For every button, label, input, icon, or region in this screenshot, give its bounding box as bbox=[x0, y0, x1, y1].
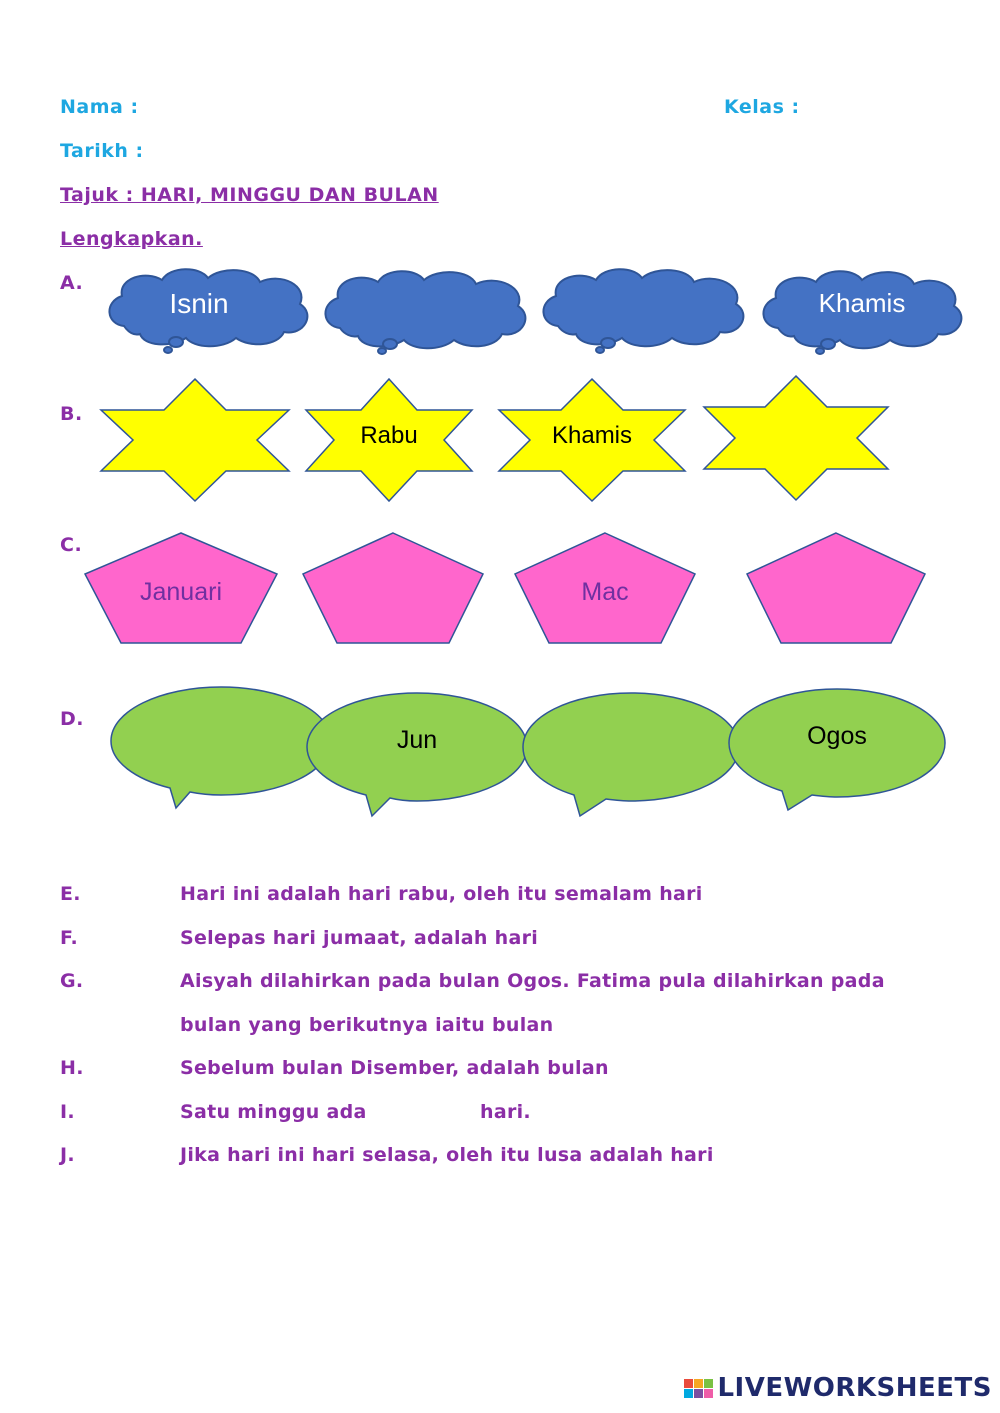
nama-label: Nama : bbox=[60, 96, 139, 118]
brand-name: LIVEWORKSHEETS bbox=[717, 1373, 992, 1403]
question-text-i-after: hari. bbox=[480, 1101, 531, 1123]
star-text-2: Rabu bbox=[360, 422, 418, 449]
cloud-icon bbox=[538, 268, 748, 354]
question-label-e: E. bbox=[60, 883, 81, 905]
question-text-i: Satu minggu ada bbox=[180, 1101, 367, 1123]
star-shape-4[interactable] bbox=[703, 375, 889, 501]
star-shape-3[interactable] bbox=[498, 378, 686, 502]
star-shape-2[interactable] bbox=[305, 378, 473, 502]
pentagon-text-1: Januari bbox=[140, 578, 222, 606]
cloud-text-1: Isnin bbox=[169, 288, 229, 319]
speech-bubble-2[interactable] bbox=[306, 692, 528, 818]
question-label-h: H. bbox=[60, 1057, 84, 1079]
speech-bubble-icon bbox=[522, 692, 740, 818]
question-text-j: Jika hari ini hari selasa, oleh itu lusa adalah hari bbox=[180, 1144, 714, 1166]
question-label-j: J. bbox=[60, 1144, 75, 1166]
pentagon-icon bbox=[302, 532, 484, 644]
cloud-text-4: Khamis bbox=[818, 288, 906, 318]
cloud-shape-3[interactable] bbox=[538, 268, 748, 354]
question-text-h: Sebelum bulan Disember, adalah bulan bbox=[180, 1057, 609, 1079]
section-label-d: D. bbox=[60, 708, 84, 730]
section-label-c: C. bbox=[60, 534, 83, 556]
question-label-i: I. bbox=[60, 1101, 75, 1123]
pentagon-icon bbox=[746, 532, 926, 644]
star-shape-1[interactable] bbox=[100, 378, 290, 502]
cloud-shape-1[interactable] bbox=[104, 266, 312, 354]
speech-bubble-icon bbox=[306, 692, 528, 818]
question-text-g-line2: bulan yang berikutnya iaitu bulan bbox=[180, 1014, 554, 1036]
question-text-e: Hari ini adalah hari rabu, oleh itu semalam hari bbox=[180, 883, 703, 905]
speech-bubble-icon bbox=[110, 686, 332, 810]
star-icon bbox=[703, 375, 889, 501]
question-text-f: Selepas hari jumaat, adalah hari bbox=[180, 927, 539, 949]
instruction: Lengkapkan. bbox=[60, 228, 203, 250]
kelas-label: Kelas : bbox=[724, 96, 800, 118]
star-text-3: Khamis bbox=[551, 422, 633, 449]
pentagon-shape-3[interactable] bbox=[514, 532, 696, 644]
tarikh-label: Tarikh : bbox=[60, 140, 144, 162]
page-title: Tajuk : HARI, MINGGU DAN BULAN bbox=[60, 184, 439, 206]
pentagon-text-3: Mac bbox=[581, 578, 629, 606]
liveworksheets-logo bbox=[684, 1373, 992, 1403]
section-label-b: B. bbox=[60, 403, 83, 425]
pentagon-shape-2[interactable] bbox=[302, 532, 484, 644]
cloud-shape-2[interactable] bbox=[320, 270, 530, 354]
speech-bubble-1[interactable] bbox=[110, 686, 332, 810]
liveworksheets-logo-icon bbox=[684, 1379, 713, 1398]
bubble-text-4: Ogos bbox=[807, 722, 867, 750]
speech-bubble-4[interactable] bbox=[728, 688, 946, 812]
question-text-g: Aisyah dilahirkan pada bulan Ogos. Fatima pula dilahirkan pada bbox=[180, 970, 885, 992]
cloud-icon bbox=[320, 270, 530, 354]
speech-bubble-3[interactable] bbox=[522, 692, 740, 818]
question-label-f: F. bbox=[60, 927, 79, 949]
star-icon bbox=[100, 378, 290, 502]
pentagon-shape-4[interactable] bbox=[746, 532, 926, 644]
bubble-text-2: Jun bbox=[396, 726, 438, 754]
pentagon-shape-1[interactable] bbox=[84, 532, 278, 644]
question-label-g: G. bbox=[60, 970, 84, 992]
cloud-shape-4[interactable] bbox=[758, 270, 966, 354]
section-label-a: A. bbox=[60, 272, 84, 294]
